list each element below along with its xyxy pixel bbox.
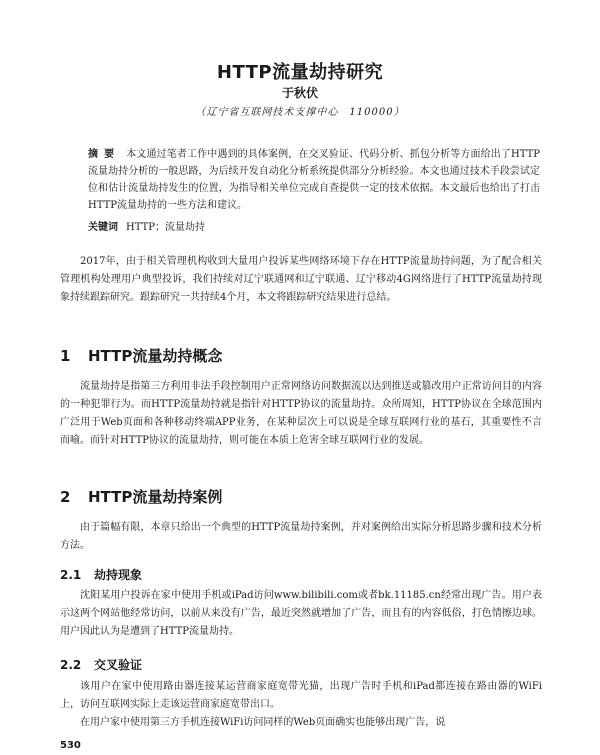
section-1-paragraph: 流量劫持是指第三方利用非法手段控制用户正常网络访问数据流以达到推送或篡改用户正常访问目的内容的一种犯罪行为。而HTTP流量劫持就是指针对HTTP协议的流量劫持。众所周知，HTTP协议在全球范围内广泛用于Web页面和各种移动终端APP业务，在某种层次上可以说是全球互联网行业的基石，其重要性不言而喻。而针对HTTP协议的流量劫持，则可能在本质上危害全球互联网行业的发展。 (60, 381, 542, 446)
section-1-heading (60, 345, 222, 366)
section-2-number: 2 (60, 488, 71, 506)
section-1-number: 1 (60, 347, 71, 365)
section-2-1-paragraph: 沈阳某用户投诉在家中使用手机或iPad访问www.bilibili.com或者bk.11185.cn经常出现广告。用户表示这两个网站他经常访问，以前从来没有广告，最近突然就增加了广告，而且有的内容低俗，打色情擦边球。用户因此认为是遭到了HTTP流量劫持。 (60, 590, 542, 637)
section-1-title: HTTP流量劫持概念 (88, 347, 223, 365)
paper-title: HTTP流量劫持研究 (216, 62, 384, 83)
author-affiliation: （辽宁省互联网技术支撑中心 110000） (195, 107, 405, 118)
author-name: 于秋伏 (281, 86, 318, 100)
keywords-block (88, 221, 540, 235)
section-2-2-heading (60, 656, 142, 673)
section-2-1-heading (60, 566, 142, 583)
intro-paragraph: 2017年，由于相关管理机构收到大量用户投诉某些网络环境下存在HTTP流量劫持问题，为了配合相关管理机构处理用户典型投诉，我们持续对辽宁联通网和辽宁联通、辽宁移动4G网络进行了HTTP流量劫持现象持续跟踪研究。跟踪研究一共持续4个月，本文将跟踪研究结果进行总结。 (60, 256, 542, 303)
section-2-2-paragraph-continued: 在用户家中使用第三方手机连接WiFi访问同样的Web页面确实也能够出现广告，说 (80, 717, 446, 728)
section-2-2-paragraph: 该用户在家中使用路由器连接某运营商家庭宽带光猫，出现广告时手机和iPad都连接在路由器的WiFi上，访问互联网实际上走该运营商家庭宽带出口。 (60, 681, 542, 710)
abstract-label: 摘要 (88, 149, 121, 160)
section-2-2-title: 交叉验证 (94, 658, 143, 672)
section-2-2-number: 2.2 (60, 658, 82, 672)
keywords-text: HTTP；流量劫持 (126, 222, 205, 233)
section-2-1-title: 劫持现象 (94, 568, 143, 582)
abstract-block (88, 146, 540, 214)
section-2-paragraph: 由于篇幅有限，本章只给出一个典型的HTTP流量劫持案例，并对案例给出实际分析思路步骤和技术分析方法。 (60, 522, 542, 551)
section-2-heading (60, 486, 222, 507)
section-2-1-number: 2.1 (60, 568, 82, 582)
keywords-label: 关键词 (88, 222, 118, 233)
page-number: 530 (60, 740, 81, 751)
abstract-text: 本文通过笔者工作中遇到的具体案例，在交叉验证、代码分析、抓包分析等方面给出了HTTP流量劫持分析的一般思路，为后续开发自动化分析系统提供部分分析经验。本文也通过技术手段尝试定位和估计流量劫持发生的位置，为指导相关单位完成自查提供一定的技术依据。本文最后也给出了打击HTTP流量劫持的一些方法和建议。 (88, 149, 541, 211)
section-2-title: HTTP流量劫持案例 (88, 488, 223, 506)
